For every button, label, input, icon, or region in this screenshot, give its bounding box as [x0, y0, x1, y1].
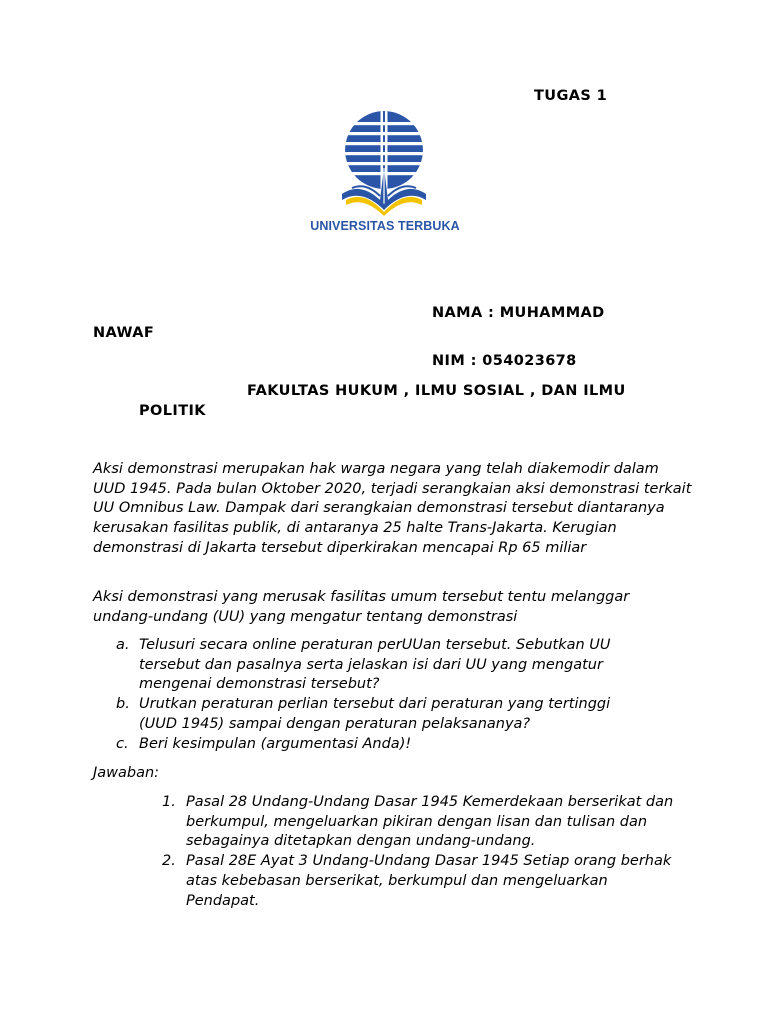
logo-emblem-icon	[300, 108, 470, 218]
question-marker: b.	[116, 696, 130, 713]
answer-label: Jawaban:	[93, 765, 160, 781]
answer-text: Pasal 28E Ayat 3 Undang-Undang Dasar 1945 Setiap orang berhak atas kebebasan berserikat, berkumpul dan mengeluarkan Pendapat.	[186, 853, 672, 909]
faculty-continuation: POLITIK	[139, 403, 206, 419]
answer-item	[162, 793, 676, 852]
assignment-title: TUGAS 1	[534, 88, 608, 104]
question-item	[116, 636, 639, 695]
answer-text: Pasal 28 Undang-Undang Dasar 1945 Kemerdekaan berserikat dan berkumpul, mengeluarkan pikiran dengan lisan dan tulisan dan sebagainya ditetapkan dengan undang-undang.	[186, 794, 674, 850]
question-text: Telusuri secara online peraturan perUUan tersebut. Sebutkan UU tersebut dan pasalnya serta jelaskan isi dari UU yang mengatur mengenai demonstrasi tersebut?	[139, 637, 611, 693]
logo-wordmark: UNIVERSITAS TERBUKA	[310, 219, 460, 233]
violation-paragraph: Aksi demonstrasi yang merusak fasilitas umum tersebut tentu melanggar undang-undang (UU) yang mengatur tentang demonstrasi	[93, 589, 630, 625]
answer-marker: 1.	[162, 794, 176, 810]
name-continuation: NAWAF	[93, 325, 155, 341]
answer-list	[162, 793, 676, 911]
question-marker: a.	[116, 637, 130, 653]
answer-item	[162, 852, 676, 911]
question-text: Beri kesimpulan (argumentasi Anda)!	[139, 735, 412, 752]
question-item	[116, 735, 639, 755]
name-label: NAMA : MUHAMMAD	[432, 305, 605, 321]
answer-marker: 2.	[162, 853, 176, 870]
university-logo	[300, 108, 470, 238]
question-marker: c.	[116, 735, 129, 752]
question-list	[116, 636, 639, 754]
question-item	[116, 695, 639, 734]
nim-label: NIM : 054023678	[432, 353, 577, 369]
faculty-label: FAKULTAS HUKUM , ILMU SOSIAL , DAN ILMU	[247, 383, 626, 399]
case-paragraph: Aksi demonstrasi merupakan hak warga negara yang telah diakemodir dalam UUD 1945. Pada bulan Oktober 2020, terjadi serangkaian aksi demonstrasi terkait UU Omnibus Law. Dampak dari serangkaian demonstrasi tersebut diantaranya kerusakan fasilitas publik, di antaranya 25 halte Trans-Jakarta. Kerugian demonstrasi di Jakarta tersebut diperkirakan mencapai Rp 65 miliar	[93, 461, 692, 556]
question-text: Urutkan peraturan perlian tersebut dari peraturan yang tertinggi (UUD 1945) sampai dengan peraturan pelaksananya?	[139, 696, 611, 732]
